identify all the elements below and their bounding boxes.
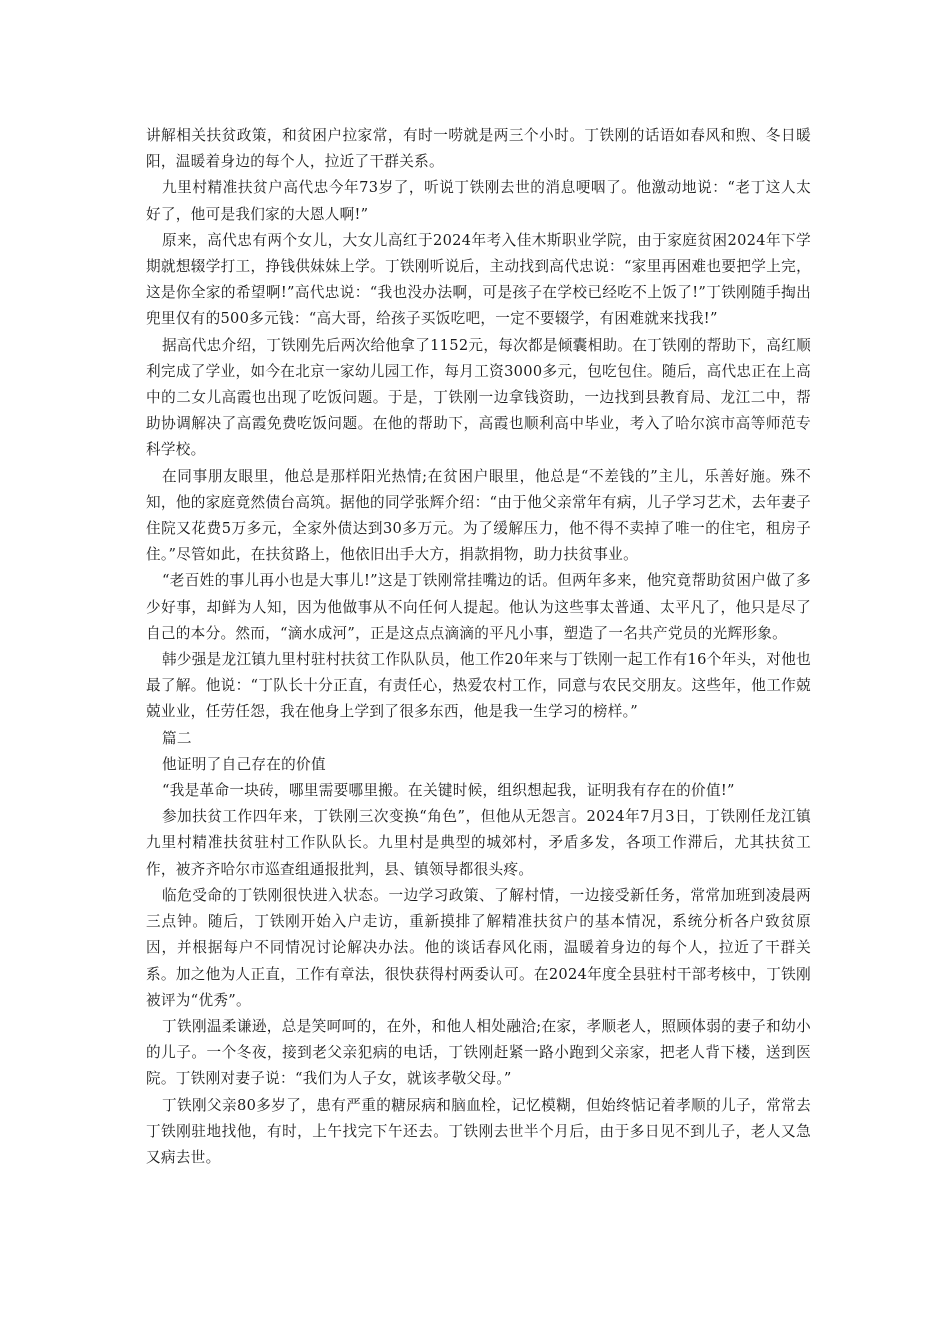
- paragraph-5: 在同事朋友眼里，他总是那样阳光热情;在贫困户眼里，他总是“不差钱的”主儿，乐善好施。殊不知，他的家庭竟然债台高筑。据他的同学张辉介绍：“由于他父亲常年有病，儿子学习艺术，去年妻子住院又花费5万多元，全家外债达到30多万元。为了缓解压力，他不得不卖掉了唯一的住宅，租房子住。”尽管如此，在扶贫路上，他依旧出手大方，捐款捐物，助力扶贫事业。: [146, 467, 811, 564]
- paragraph-3: 原来，高代忠有两个女儿，大女儿高红于2024年考入佳木斯职业学院，由于家庭贫困2024年下学期就想辍学打工，挣钱供妹妹上学。丁铁刚听说后，主动找到高代忠说：“家里再困难也要把学上完，这是你全家的希望啊!”高代忠说：“我也没办法啊，可是孩子在学校已经吃不上饭了!”丁铁刚随手掏出兜里仅有的500多元钱：“高大哥，给孩子买饭吃吧，一定不要辍学，有困难就来找我!”: [146, 231, 811, 328]
- paragraph-9: 临危受命的丁铁刚很快进入状态。一边学习政策、了解村情，一边接受新任务，常常加班到凌晨两三点钟。随后，丁铁刚开始入户走访，重新摸排了解精准扶贫户的基本情况，系统分析各户致贫原因，并根据每户不同情况讨论解决办法。他的谈话春风化雨，温暖着身边的每个人，拉近了干群关系。加之他为人正直，工作有章法，很快获得村两委认可。在2024年度全县驻村干部考核中，丁铁刚被评为“优秀”。: [146, 886, 811, 1009]
- paragraph-2: 九里村精准扶贫户高代忠今年73岁了，听说丁铁刚去世的消息哽咽了。他激动地说：“老丁这人太好了，他可是我们家的大恩人啊!”: [146, 179, 811, 223]
- section-label: 篇二: [162, 729, 192, 747]
- paragraph-10: 丁铁刚温柔谦逊，总是笑呵呵的，在外，和他人相处融洽;在家，孝顺老人，照顾体弱的妻子和幼小的儿子。一个冬夜，接到老父亲犯病的电话，丁铁刚赶紧一路小跑到父亲家，把老人背下楼，送到医院。丁铁刚对妻子说：“我们为人子女，就该孝敬父母。”: [146, 1017, 811, 1088]
- paragraph-7: 韩少强是龙江镇九里村驻村扶贫工作队队员，他工作20年来与丁铁刚一起工作有16个年头，对他也最了解。他说：“丁队长十分正直，有责任心，热爱农村工作，同意与农民交朋友。这些年，他工作兢兢业业，任劳任怨，我在他身上学到了很多东西，他是我一生学习的榜样。”: [146, 651, 811, 721]
- paragraph-1: 讲解相关扶贫政策，和贫困户拉家常，有时一唠就是两三个小时。丁铁刚的话语如春风和煦、冬日暖阳，温暖着身边的每个人，拉近了干群关系。: [146, 127, 811, 171]
- paragraph-quote: “我是革命一块砖，哪里需要哪里搬。在关键时候，组织想起我，证明我有存在的价值!”: [162, 782, 735, 800]
- paragraph-4: 据高代忠介绍，丁铁刚先后两次给他拿了1152元，每次都是倾囊相助。在丁铁刚的帮助下，高红顺利完成了学业，如今在北京一家幼儿园工作，每月工资3000多元，包吃包住。随后，高代忠正在上高中的二女儿高霞也出现了吃饭问题。于是，丁铁刚一边拿钱资助，一边找到县教育局、龙江二中，帮助协调解决了高霞免费吃饭问题。在他的帮助下，高霞也顺利高中毕业，考入了哈尔滨市高等师范专科学校。: [146, 336, 811, 459]
- paragraph-11: 丁铁刚父亲80多岁了，患有严重的糖尿病和脑血栓，记忆模糊，但始终惦记着孝顺的儿子，常常去丁铁刚驻地找他，有时，上午找完下午还去。丁铁刚去世半个月后，由于多日见不到儿子，老人又急又病去世。: [146, 1096, 811, 1166]
- section-title: 他证明了自己存在的价值: [162, 755, 326, 773]
- document-body: [146, 123, 811, 1171]
- paragraph-8: 参加扶贫工作四年来，丁铁刚三次变换“角色”，但他从无怨言。2024年7月3日，丁铁刚任龙江镇九里村精准扶贫驻村工作队队长。九里村是典型的城郊村，矛盾多发，各项工作滞后，尤其扶贫工作，被齐齐哈尔市巡查组通报批判，县、镇领导都很头疼。: [146, 808, 811, 878]
- paragraph-6: “老百姓的事儿再小也是大事儿!”这是丁铁刚常挂嘴边的话。但两年多来，他究竟帮助贫困户做了多少好事，却鲜为人知，因为他做事从不向任何人提起。他认为这些事太普通、太平凡了，他只是尽了自己的本分。然而，“滴水成河”，正是这点点滴滴的平凡小事，塑造了一名共产党员的光辉形象。: [146, 572, 811, 642]
